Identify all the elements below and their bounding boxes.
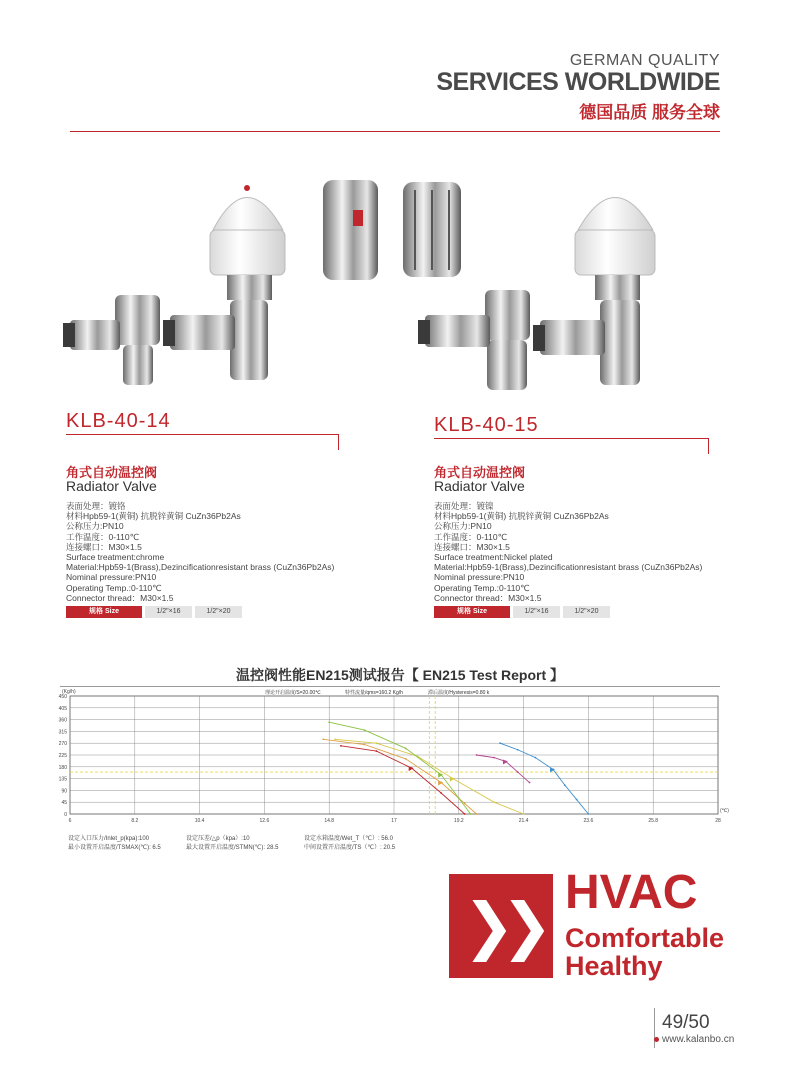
spec-line: Operating Temp.:0-110℃ bbox=[66, 582, 162, 593]
series-point-yellow bbox=[375, 742, 377, 744]
product-1-title-cn: 角式自动温控阀 bbox=[66, 465, 158, 480]
series-point-orange bbox=[405, 758, 407, 760]
chart-footnote: 最大设置开启温度/STMN(℃): 28.5 bbox=[186, 845, 279, 851]
y-tick-label: 360 bbox=[58, 717, 67, 724]
spec-line: 工作温度：0-110℃ bbox=[66, 531, 140, 542]
chart-title: 温控阀性能EN215测试报告【 EN215 Test Report 】 bbox=[235, 667, 565, 683]
product-1-title-en: Radiator Valve bbox=[66, 478, 157, 494]
chart-footnote: 设定入口压力/Inlet_p(kpa):100 bbox=[68, 836, 150, 842]
header-tagline-1: GERMAN QUALITY bbox=[569, 52, 720, 69]
series-point-yellow bbox=[493, 801, 495, 803]
website-url: www.kalanbo.cn bbox=[662, 1034, 735, 1045]
spec-line: 公称压力:PN10 bbox=[66, 521, 124, 532]
series-point-yellow bbox=[334, 738, 336, 740]
series-point-green bbox=[458, 797, 460, 799]
y-tick-label: 90 bbox=[61, 788, 67, 795]
x-tick-label: 17 bbox=[391, 818, 397, 824]
hvac-logo-box bbox=[449, 874, 553, 978]
spec-line: Connector thread：M30×1.5 bbox=[66, 592, 174, 603]
spec-line: Material:Hpb59-1(Brass),Dezincificationresistant brass (CuZn36Pb2As) bbox=[434, 562, 703, 573]
chart-header-note: 特性流量/qms=160.2 Kg/h bbox=[345, 690, 403, 696]
spec-line: Nominal pressure:PN10 bbox=[434, 572, 525, 583]
header-tagline-2: SERVICES WORLDWIDE bbox=[436, 68, 720, 96]
bullet-dot-icon bbox=[654, 1037, 659, 1042]
spec-line: 材料Hpb59-1(黄铜) 抗脱锌黄铜 CuZn36Pb2As bbox=[66, 511, 241, 522]
series-point-red bbox=[440, 792, 442, 794]
double-chevron-icon: ❯❯ bbox=[463, 889, 539, 962]
series-point-yellow bbox=[523, 813, 525, 815]
spec-line: 工作温度：0-110℃ bbox=[434, 531, 508, 542]
spec-line: Material:Hpb59-1(Brass),Dezincificationresistant brass (CuZn36Pb2As) bbox=[66, 562, 335, 573]
series-point-green bbox=[328, 721, 330, 723]
y-tick-label: 0 bbox=[64, 812, 67, 818]
series-line-red bbox=[341, 746, 465, 814]
hvac-title: HVAC bbox=[565, 866, 698, 919]
series-point-orange bbox=[364, 744, 366, 746]
spec-line: 连接螺口：M30×1.5 bbox=[66, 541, 142, 552]
series-point-green bbox=[405, 748, 407, 750]
pager-divider bbox=[654, 1008, 655, 1048]
product-1-sizebar bbox=[66, 606, 242, 618]
series-point-magenta bbox=[493, 757, 495, 759]
spec-line: Surface treatment:Nickel plated bbox=[434, 552, 553, 563]
spec-line: 表面处理：镀镍 bbox=[434, 501, 494, 511]
header-tagline-cn: 德国品质 服务全球 bbox=[579, 103, 720, 122]
header-divider bbox=[70, 131, 720, 132]
size-label: 规格 Size bbox=[66, 606, 142, 618]
en215-chart bbox=[50, 686, 740, 831]
valve-angle-left bbox=[63, 295, 160, 385]
valve-thermostatic-2 bbox=[533, 198, 655, 386]
series-point-red bbox=[464, 813, 466, 815]
series-point-blue bbox=[499, 742, 501, 744]
y-axis-unit: (Kg/h) bbox=[62, 689, 76, 695]
product-1-bracket bbox=[66, 434, 339, 450]
chart-header-note: 滞后温度/Hysteresis=0.80 k bbox=[428, 690, 490, 696]
product-2-sizebar bbox=[434, 606, 610, 618]
spec-line: Nominal pressure:PN10 bbox=[66, 572, 157, 583]
y-tick-label: 135 bbox=[58, 776, 67, 783]
head-ribbed bbox=[403, 182, 461, 277]
series-point-blue bbox=[588, 813, 590, 815]
x-tick-label: 14.8 bbox=[324, 818, 335, 824]
chart-footnote: 设定压差/△p（kpa）:10 bbox=[186, 836, 250, 842]
spec-line: Connector thread：M30×1.5 bbox=[434, 592, 542, 603]
product-2-specs bbox=[434, 501, 702, 603]
x-tick-label: 10.4 bbox=[194, 818, 205, 824]
y-tick-label: 270 bbox=[58, 741, 67, 748]
spec-line: 公称压力:PN10 bbox=[434, 521, 492, 532]
size-option: 1/2"×20 bbox=[195, 606, 242, 618]
size-option: 1/2"×20 bbox=[563, 606, 610, 618]
spec-line: 材料Hpb59-1(黄铜) 抗脱锌黄铜 CuZn36Pb2As bbox=[434, 511, 609, 522]
product-1-model: KLB-40-14 bbox=[66, 410, 171, 432]
spec-line: Operating Temp.:0-110℃ bbox=[434, 582, 530, 593]
spec-line: 连接螺口：M30×1.5 bbox=[434, 541, 510, 552]
y-tick-label: 405 bbox=[58, 705, 67, 712]
x-tick-label: 19.2 bbox=[453, 818, 464, 824]
series-point-red bbox=[340, 745, 342, 747]
x-tick-label: 21.4 bbox=[518, 818, 529, 824]
size-option: 1/2"×16 bbox=[145, 606, 192, 618]
series-arrow-magenta bbox=[503, 760, 508, 765]
product-2-bracket bbox=[434, 438, 709, 454]
series-point-orange bbox=[464, 803, 466, 805]
product-2-model: KLB-40-15 bbox=[434, 414, 539, 436]
product-2-title-cn: 角式自动温控阀 bbox=[434, 465, 526, 480]
valve-thermostatic-1 bbox=[163, 185, 285, 380]
x-axis-unit: (℃) bbox=[720, 808, 729, 814]
hvac-comfortable: Comfortable bbox=[565, 923, 725, 953]
series-point-blue bbox=[576, 799, 578, 801]
series-point-green bbox=[364, 729, 366, 731]
y-tick-label: 225 bbox=[58, 753, 67, 759]
page-number: 49/50 bbox=[662, 1012, 710, 1033]
x-tick-label: 12.6 bbox=[259, 818, 270, 824]
product-photos bbox=[55, 160, 735, 400]
series-point-green bbox=[470, 813, 472, 815]
series-point-blue bbox=[564, 784, 566, 786]
chart-footnote: 最小设置开启温度/TSMAX(℃): 6.5 bbox=[68, 845, 161, 851]
y-tick-label: 180 bbox=[58, 764, 67, 771]
series-point-blue bbox=[517, 749, 519, 751]
chart-footnote: 中间设置开启温度/TS（℃）: 20.5 bbox=[304, 845, 396, 851]
y-tick-label: 450 bbox=[58, 694, 67, 700]
y-tick-label: 315 bbox=[58, 729, 67, 736]
x-tick-label: 6 bbox=[68, 818, 72, 824]
product-1-specs bbox=[66, 501, 334, 603]
series-point-orange bbox=[322, 738, 324, 740]
chart-footnote: 设定水箱温度/Wet_T（℃）: 56.0 bbox=[304, 836, 393, 842]
series-point-red bbox=[375, 750, 377, 752]
valve-angle-right bbox=[418, 290, 530, 390]
hvac-healthy: Healthy bbox=[565, 951, 663, 981]
series-point-magenta bbox=[529, 782, 531, 784]
x-tick-label: 25.8 bbox=[648, 818, 659, 824]
x-tick-label: 8.2 bbox=[131, 818, 139, 824]
size-label: 规格 Size bbox=[434, 606, 510, 618]
series-point-orange bbox=[476, 813, 478, 815]
x-tick-label: 28 bbox=[715, 818, 721, 824]
series-point-magenta bbox=[517, 771, 519, 773]
x-tick-label: 23.6 bbox=[583, 818, 594, 824]
series-point-blue bbox=[534, 757, 536, 759]
series-arrow-orange bbox=[438, 781, 443, 786]
product-2-title-en: Radiator Valve bbox=[434, 478, 525, 494]
size-option: 1/2"×16 bbox=[513, 606, 560, 618]
series-point-magenta bbox=[476, 754, 478, 756]
chart-header-note: 理论开启温度/S=20.00℃ bbox=[265, 690, 321, 696]
y-tick-label: 45 bbox=[61, 800, 67, 807]
spec-line: 表面处理：镀铬 bbox=[66, 501, 126, 511]
head-chrome bbox=[323, 180, 378, 280]
spec-line: Surface treatment:chrome bbox=[66, 552, 165, 563]
